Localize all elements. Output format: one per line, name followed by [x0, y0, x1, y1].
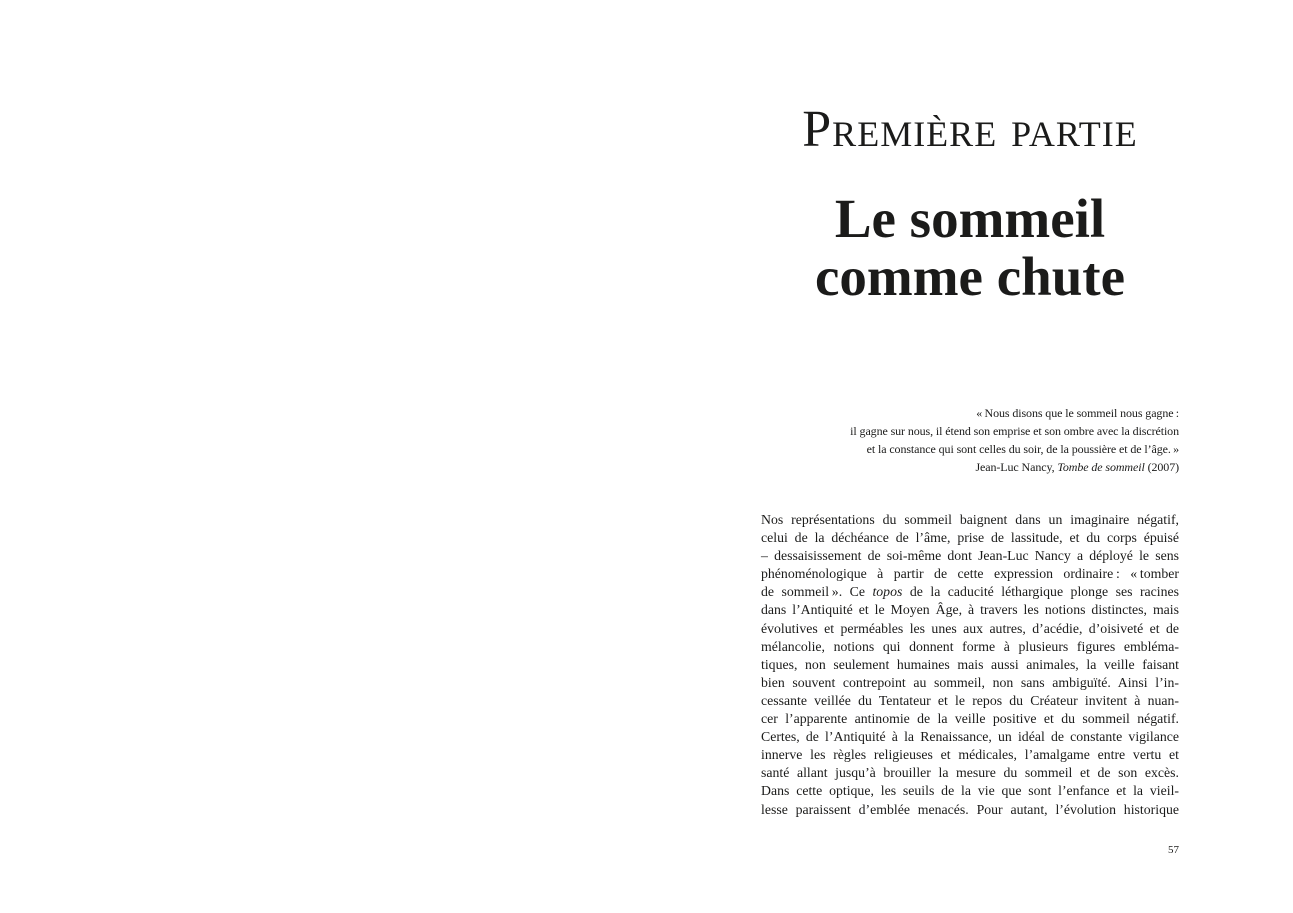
body-line: évolutives et perméables les unes aux autres, d’acédie, d’oisiveté et de [761, 620, 1179, 636]
chapter-title-line: comme chute [814, 246, 1126, 307]
body-line: phénoménologique à partir de cette expression ordinaire : « tomber [761, 566, 1179, 582]
body-line-segment: de sommeil ». Ce [761, 584, 865, 600]
epigraph-line: « Nous disons que le sommeil nous gagne : [976, 406, 1179, 420]
body-line: lesse paraissent d’emblée menacés. Pour autant, l’évolution historique [761, 801, 1179, 817]
body-line: Dans cette optique, les seuils de la vie que sont l’enfance et la vieil- [761, 783, 1179, 799]
body-line: tiques, non seulement humaines mais aussi animales, la veille faisant [761, 656, 1179, 672]
body-line: Certes, de l’Antiquité à la Renaissance, un idéal de constante vigilance [761, 729, 1179, 745]
epigraph-year: (2007) [1147, 460, 1179, 474]
body-line-italic-term: topos [872, 584, 903, 600]
epigraph [686, 404, 1179, 476]
body-line: bien souvent contrepoint au sommeil, non sans ambiguïté. Ainsi l’in- [761, 674, 1179, 690]
body-line: innerve les règles religieuses et médicales, l’amalgame entre vertu et [761, 747, 1179, 763]
chapter-title [761, 190, 1179, 306]
body-text [761, 511, 1179, 819]
chapter-title-line: Le sommeil [834, 188, 1106, 249]
body-line: Nos représentations du sommeil baignent dans un imaginaire négatif, [761, 512, 1179, 527]
body-line: cer l’apparente antinomie de la veille positive et du sommeil négatif. [761, 711, 1179, 727]
part-label: Première partie [802, 101, 1138, 158]
body-line: mélancolie, notions qui donnent forme à plusieurs figures embléma- [761, 638, 1179, 654]
page-number: 57 [1168, 844, 1179, 856]
epigraph-attribution [686, 458, 1179, 476]
body-line: celui de la déchéance de l’âme, prise de lassitude, et du corps épuisé [761, 530, 1179, 546]
right-page [646, 0, 1293, 913]
epigraph-work-title: Tombe de sommeil [1057, 460, 1145, 474]
epigraph-line: il gagne sur nous, il étend son emprise et son ombre avec la discrétion [850, 424, 1179, 438]
body-line [761, 583, 1179, 601]
body-line: dans l’Antiquité et le Moyen Âge, à travers les notions distinctes, mais [761, 602, 1179, 618]
body-line: cessante veillée du Tentateur et le repos du Créateur invitent à nuan- [761, 692, 1179, 708]
body-line: santé allant jusqu’à brouiller la mesure du sommeil et de son excès. [761, 765, 1179, 781]
left-page-blank [0, 0, 646, 913]
body-line-segment: de la caducité léthargique plonge ses racines [909, 584, 1180, 600]
body-line: – dessaisissement de soi-même dont Jean-Luc Nancy a déployé le sens [761, 548, 1179, 564]
epigraph-line: et la constance qui sont celles du soir, de la poussière et de l’âge. » [866, 442, 1179, 456]
epigraph-author: Jean-Luc Nancy, [975, 460, 1055, 474]
